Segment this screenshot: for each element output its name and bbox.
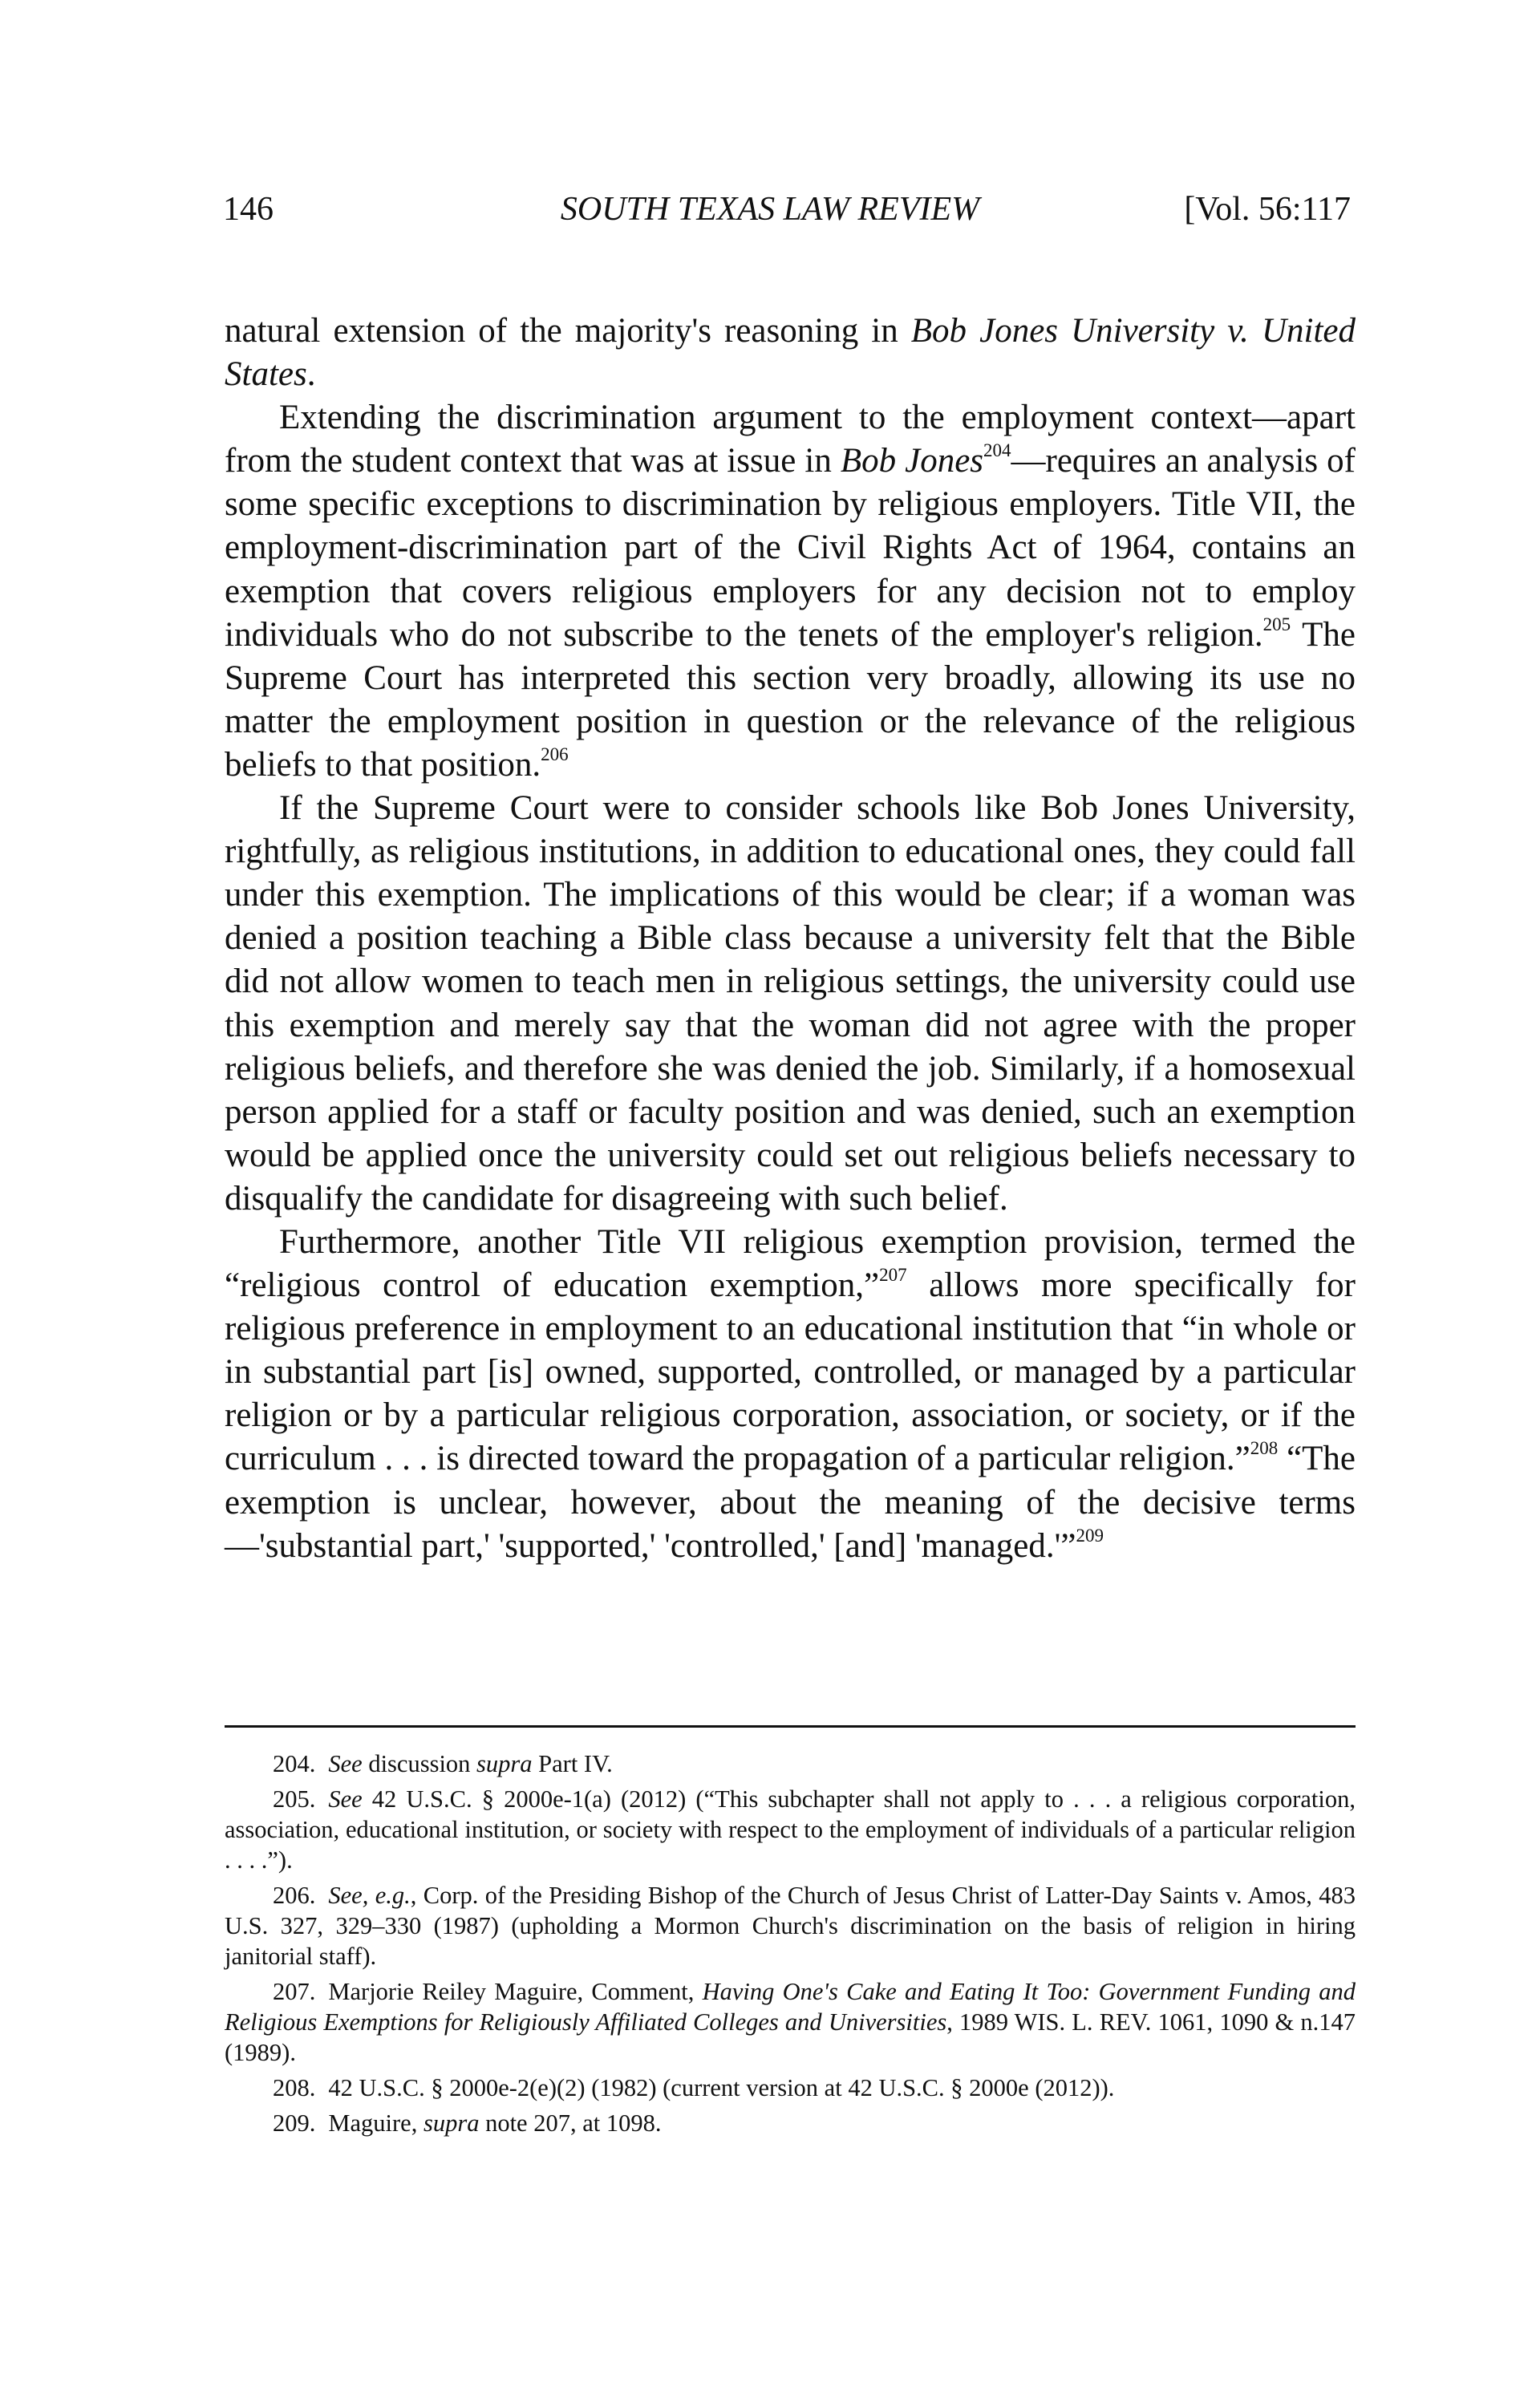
footnote-number: 208.: [273, 2074, 316, 2101]
footnote-signal: supra: [476, 1750, 533, 1777]
footnote-article-title: Having One's Cake and Eating It Too: Government Funding and Religious Exemptions for Religiously Affiliated Colleges and Universities: [225, 1978, 1356, 2036]
footnote-number: 206.: [273, 1882, 316, 1909]
main-text: [225, 310, 1356, 1568]
footnote-text: note 207, at 1098.: [479, 2109, 662, 2137]
paragraph-2-text-b: —requires an analysis of some specific exceptions to discrimination by religious employers. Title VII, the employment-discrimination part of the Civil Rights Act of 1964, contains an exemption that covers religious employers for any decision not to employ individuals who do not subscribe to the tenets of the employer's religion.: [225, 442, 1356, 654]
paragraph-4-text-a: Furthermore, another Title VII religious exemption provision, termed the “religious control of education exemption,”: [225, 1222, 1356, 1305]
case-name-bob-jones: Bob Jones: [840, 442, 984, 480]
footnote-number: 205.: [273, 1785, 316, 1813]
paragraph-2: [225, 396, 1356, 787]
footnote-206: [225, 1880, 1356, 1971]
footnote-text: Marjorie Reiley Maguire, Comment,: [328, 1978, 703, 2005]
footnote-text: discussion: [362, 1750, 477, 1777]
paragraph-4-text-b: allows more specifically for religious preference in employment to an educational institution that “in whole or in substantial part [is] owned, supported, controlled, or managed by a particular religion or by a particular religious corporation, association, or society, or if the curriculum . . . is directed toward the propagation of a particular religion.”: [225, 1266, 1356, 1478]
footnote-209: [225, 2108, 1356, 2138]
footnote-ref-207[interactable]: 207: [879, 1265, 907, 1286]
footnote-208: [225, 2073, 1356, 2103]
paragraph-4: [225, 1221, 1356, 1568]
footnote-number: 207.: [273, 1978, 316, 2005]
footnote-205: [225, 1784, 1356, 1875]
paragraph-1: [225, 310, 1356, 396]
footnote-signal: See, e.g.: [328, 1882, 411, 1909]
paragraph-3: If the Supreme Court were to consider schools like Bob Jones University, rightfully, as religious institutions, in addition to educational ones, they could fall under this exemption. The implications of this would be clear; if a woman was denied a position teaching a Bible class because a university felt that the Bible did not allow women to teach men in religious settings, the university could use this exemption and merely say that the woman did not agree with the proper religious beliefs, and therefore she was denied the job. Similarly, if a homosexual person applied for a staff or faculty position and was denied, such an exemption would be applied once the university could set out religious beliefs necessary to disqualify the candidate for disagreeing with such belief.: [225, 789, 1356, 1218]
footnote-text: , 1989 WIS. L. REV. 1061, 1090 & n.147 (1989).: [225, 2008, 1356, 2066]
footnote-text: 42 U.S.C. § 2000e-1(a) (2012) (“This subchapter shall not apply to . . . a religious corporation, association, educational institution, or society with respect to the employment of individuals of a particular religion . . . .”).: [225, 1785, 1356, 1874]
running-head-journal-title: SOUTH TEXAS LAW REVIEW: [560, 191, 980, 228]
case-name-bob-jones-university: Bob Jones University v. United States: [225, 312, 1356, 394]
footnote-text: Part IV.: [532, 1750, 613, 1777]
page-number: 146: [223, 191, 274, 228]
footnote-ref-206[interactable]: 206: [541, 744, 569, 764]
footnote-ref-205[interactable]: 205: [1262, 614, 1291, 634]
footnote-signal: See: [328, 1750, 363, 1777]
footnote-ref-209[interactable]: 209: [1076, 1525, 1104, 1546]
paragraph-1-text: natural extension of the majority's reasoning in: [225, 312, 911, 350]
footnote-text: 42 U.S.C. § 2000e-2(e)(2) (1982) (current version at 42 U.S.C. § 2000e (2012)).: [328, 2074, 1115, 2101]
footnote-204: [225, 1749, 1356, 1779]
running-head-volume: [Vol. 56:117: [1184, 191, 1351, 228]
footnote-divider: [225, 1725, 1356, 1728]
footnote-text: Maguire,: [328, 2109, 424, 2137]
footnote-number: 209.: [273, 2109, 316, 2137]
footnotes: [225, 1749, 1356, 2143]
paragraph-4-text-c: “The exemption is unclear, however, about the meaning of the decisive terms—'substantial part,' 'supported,' 'controlled,' [and] 'managed.'”: [225, 1440, 1356, 1565]
footnote-ref-208[interactable]: 208: [1250, 1438, 1279, 1459]
footnote-text: , Corp. of the Presiding Bishop of the Church of Jesus Christ of Latter-Day Saints v. Amos, 483 U.S. 327, 329–330 (1987) (upholding a Mormon Church's discrimination on the basis of religion in hiring janitorial staff).: [225, 1882, 1356, 1970]
footnote-207: [225, 1976, 1356, 2068]
paragraph-1-end: .: [306, 355, 316, 394]
footnote-signal: supra: [423, 2109, 480, 2137]
footnote-number: 204.: [273, 1750, 316, 1777]
paragraph-2-text-a: Extending the discrimination argument to the employment context—apart from the student context that was at issue in: [225, 399, 1356, 480]
paragraph-2-text-c: The Supreme Court has interpreted this section very broadly, allowing its use no matter the employment position in question or the relevance of the religious beliefs to that position.: [225, 615, 1356, 784]
footnote-signal: See: [328, 1785, 363, 1813]
footnote-ref-204[interactable]: 204: [983, 440, 1011, 461]
